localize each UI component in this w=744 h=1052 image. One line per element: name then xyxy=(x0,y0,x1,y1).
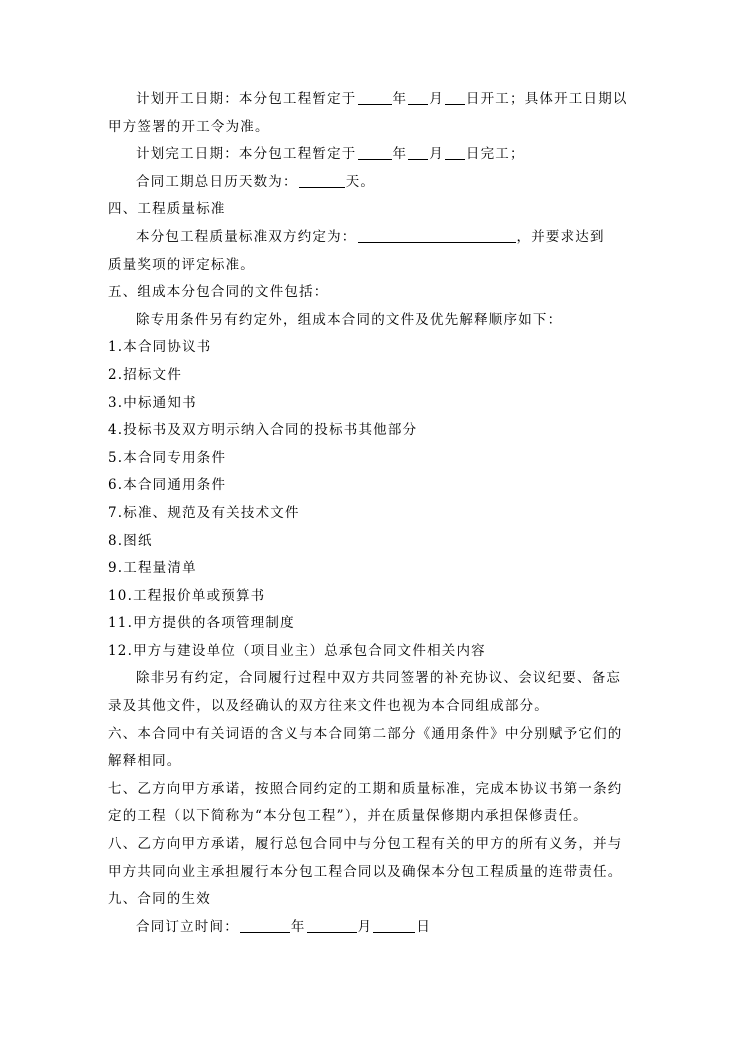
list-item xyxy=(108,583,638,611)
document-page xyxy=(108,86,638,941)
text: 日完工； xyxy=(465,146,525,163)
list-item xyxy=(108,528,638,556)
text: 甲方签署的开工令为准。 xyxy=(108,118,270,135)
text: 四、工程质量标准 xyxy=(108,201,226,218)
signing-date-line xyxy=(108,914,638,942)
section-heading xyxy=(108,279,638,307)
text-line xyxy=(108,114,638,142)
text: 本分包工程质量标准双方约定为： xyxy=(136,228,357,245)
text: 七、乙方向甲方承诺，按照合同约定的工期和质量标准，完成本协议书第一条约 xyxy=(108,780,623,797)
blank-field xyxy=(408,88,428,105)
text: 1.本合同协议书 xyxy=(108,339,212,356)
list-item xyxy=(108,445,638,473)
list-item xyxy=(108,555,638,583)
text-line xyxy=(108,859,638,887)
blank-field xyxy=(299,171,345,188)
blank-field xyxy=(307,916,357,933)
text: 除非另有约定，合同履行过程中双方共同签署的补充协议、会议纪要、备忘 xyxy=(136,670,622,687)
section-heading xyxy=(108,886,638,914)
blank-field xyxy=(358,143,392,160)
text: 计划完工日期：本分包工程暂定于 xyxy=(136,146,357,163)
text: ，并要求达到 xyxy=(516,228,605,245)
text: 年 xyxy=(392,146,408,163)
text: 10.工程报价单或预算书 xyxy=(108,587,266,604)
text: 质量奖项的评定标准。 xyxy=(108,256,255,273)
text: 2.招标文件 xyxy=(108,366,183,383)
list-item xyxy=(108,417,638,445)
blank-field xyxy=(373,916,415,933)
blank-field xyxy=(408,143,428,160)
planned-start-line xyxy=(108,86,638,114)
text: 天。 xyxy=(345,173,376,190)
blank-field xyxy=(445,143,465,160)
text: 除专用条件另有约定外，组成本合同的文件及优先解释顺序如下： xyxy=(136,311,563,328)
text: 月 xyxy=(357,918,373,935)
text: 定的工程（以下简称为“本分包工程”），并在质量保修期内承担保修责任。 xyxy=(108,808,588,825)
section-heading xyxy=(108,196,638,224)
text: 11.甲方提供的各项管理制度 xyxy=(108,615,295,632)
section-heading xyxy=(108,776,638,804)
text-line xyxy=(108,252,638,280)
text-line xyxy=(108,693,638,721)
list-item xyxy=(108,390,638,418)
text: 7.标准、规范及有关技术文件 xyxy=(108,504,300,521)
text-line xyxy=(108,665,638,693)
blank-field xyxy=(240,916,290,933)
list-item xyxy=(108,638,638,666)
text: 年 xyxy=(392,91,408,107)
text: 5.本合同专用条件 xyxy=(108,449,227,466)
text: 八、乙方向甲方承诺，履行总包合同中与分包工程有关的甲方的所有义务，并与 xyxy=(108,836,623,853)
text-line xyxy=(108,748,638,776)
text-line xyxy=(108,803,638,831)
text: 6.本合同通用条件 xyxy=(108,477,227,494)
text: 4.投标书及双方明示纳入合同的投标书其他部分 xyxy=(108,422,418,439)
text: 合同工期总日历天数为： xyxy=(136,173,298,190)
list-item xyxy=(108,334,638,362)
text: 九、合同的生效 xyxy=(108,891,211,908)
planned-end-line xyxy=(108,141,638,169)
text: 12.甲方与建设单位（项目业主）总承包合同文件相关内容 xyxy=(108,642,486,659)
section-heading xyxy=(108,721,638,749)
list-item xyxy=(108,362,638,390)
text: 8.图纸 xyxy=(108,532,153,549)
text-line xyxy=(108,307,638,335)
blank-field xyxy=(445,88,465,105)
text: 五、组成本分包合同的文件包括： xyxy=(108,284,329,301)
text: 录及其他文件，以及经确认的双方往来文件也视为本合同组成部分。 xyxy=(108,698,549,715)
duration-line xyxy=(108,169,638,197)
list-item xyxy=(108,472,638,500)
text: 9.工程量清单 xyxy=(108,560,197,577)
text: 六、本合同中有关词语的含义与本合同第二部分《通用条件》中分别赋予它们的 xyxy=(108,725,623,742)
list-item xyxy=(108,610,638,638)
blank-field xyxy=(358,226,516,243)
text: 3.中标通知书 xyxy=(108,394,197,411)
text: 日 xyxy=(416,918,432,935)
text: 合同订立时间： xyxy=(136,918,239,935)
blank-field xyxy=(358,88,392,105)
quality-line xyxy=(108,224,638,252)
text: 月 xyxy=(429,146,444,163)
text: 计划开工日期：本分包工程暂定于 xyxy=(136,91,357,107)
text: 解释相同。 xyxy=(108,753,182,770)
text: 日开工；具体开工日期以 xyxy=(465,91,628,107)
section-heading xyxy=(108,831,638,859)
text: 月 xyxy=(429,91,444,107)
text: 年 xyxy=(290,918,306,935)
text: 甲方共同向业主承担履行本分包工程合同以及确保本分包工程质量的连带责任。 xyxy=(108,863,623,880)
list-item xyxy=(108,500,638,528)
